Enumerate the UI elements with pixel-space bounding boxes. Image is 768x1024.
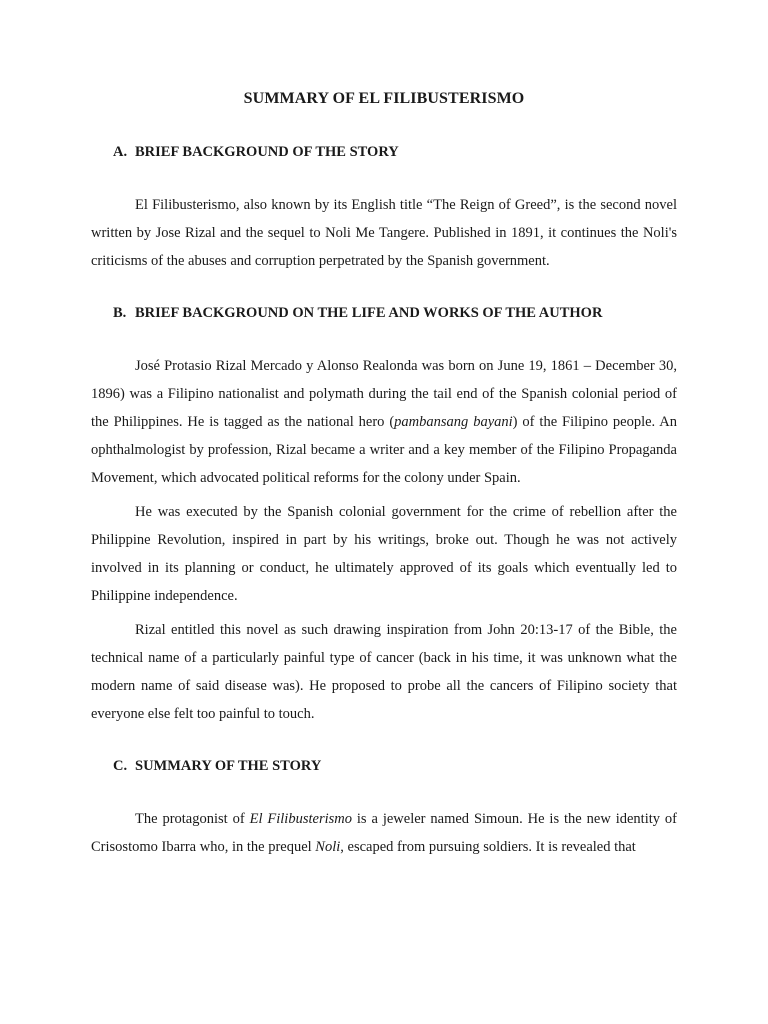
section-b-paragraph-2: He was executed by the Spanish colonial government for the crime of rebellion after the Philippine Revolution, inspired in part by his writings, broke out. Though he was not actively involved in its planning or conduct, he ultimately approved of its goals which eventually led to Philippine independence. xyxy=(91,504,677,604)
text-run: is a jeweler named Simoun. He is the new identity of Crisostomo Ibarra who, in the prequel xyxy=(91,811,677,855)
section-c-label: C. xyxy=(113,758,128,774)
section-a-title: BRIEF BACKGROUND OF THE STORY xyxy=(135,144,399,160)
section-b-paragraph-1 xyxy=(91,352,677,492)
italic-title: El Filibusterismo xyxy=(249,811,352,827)
section-b xyxy=(91,305,677,728)
section-a xyxy=(91,144,677,275)
text-run: , escaped from pursuing soldiers. It is revealed that xyxy=(340,839,636,855)
section-b-label: B. xyxy=(113,305,127,321)
section-a-label: A. xyxy=(113,144,128,160)
section-c-paragraph-1 xyxy=(91,805,677,861)
text-run: The protagonist of xyxy=(135,811,250,827)
italic-term: pambansang bayani xyxy=(394,414,513,430)
section-a-paragraph: El Filibusterismo, also known by its English title “The Reign of Greed”, is the second novel written by Jose Rizal and the sequel to Noli Me Tangere. Published in 1891, it continues the Noli's criticisms of the abuses and corruption perpetrated by the Spanish government. xyxy=(91,197,677,269)
section-c-heading xyxy=(113,758,677,775)
section-b-heading xyxy=(113,305,677,322)
text-run: ) of the Filipino people. An ophthalmologist by profession, Rizal became a writer and a key member of the Filipino Propaganda Movement, which advocated political reforms for the colony under Spain. xyxy=(91,414,677,486)
section-a-heading xyxy=(113,144,677,161)
section-b-title: BRIEF BACKGROUND ON THE LIFE AND WORKS OF THE AUTHOR xyxy=(135,305,603,321)
text-run: José Protasio Rizal Mercado y Alonso Realonda was born on June 19, 1861 – December 30, 1896) was a Filipino nationalist and polymath during the tail end of the Spanish colonial period of the Philippines. He is tagged as the national hero ( xyxy=(91,358,677,430)
section-c xyxy=(91,758,677,861)
section-b-paragraph-3: Rizal entitled this novel as such drawing inspiration from John 20:13-17 of the Bible, the technical name of a particularly painful type of cancer (back in his time, it was unknown what the modern name of said disease was). He proposed to probe all the cancers of Filipino society that everyone else felt too painful to touch. xyxy=(91,622,677,722)
italic-title: Noli xyxy=(315,839,341,855)
page-title: SUMMARY OF EL FILIBUSTERISMO xyxy=(243,90,525,107)
section-c-title: SUMMARY OF THE STORY xyxy=(135,758,322,774)
